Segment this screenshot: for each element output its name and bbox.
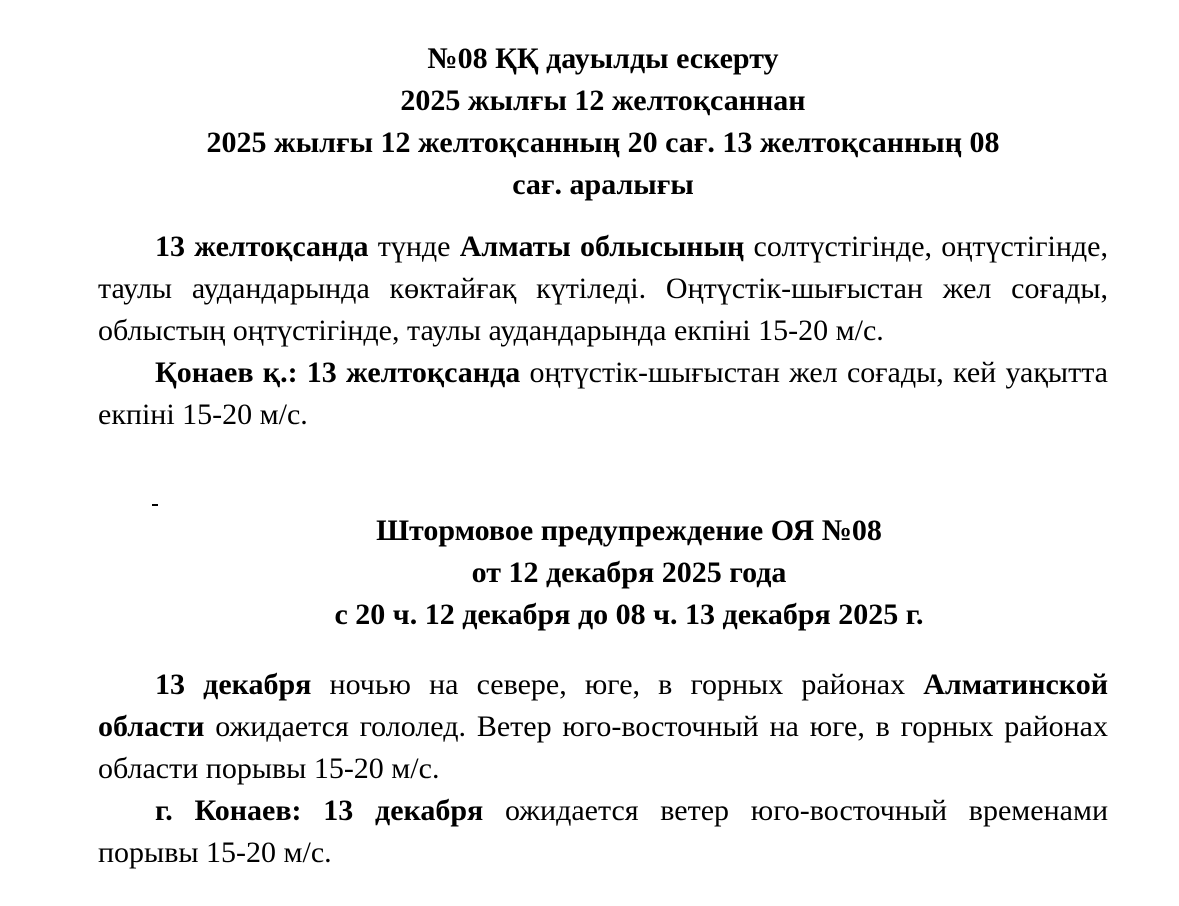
russian-date-bold: 13 декабря xyxy=(155,668,312,701)
kazakh-date-bold: 13 желтоқсанда xyxy=(155,230,369,263)
kazakh-region-bold: Алматы облысының xyxy=(459,230,745,263)
kazakh-region-forecast-paragraph xyxy=(98,226,1108,352)
russian-warning-heading xyxy=(98,510,1108,636)
russian-heading-date: от 12 декабря 2025 года xyxy=(471,556,787,589)
russian-body xyxy=(98,664,1108,874)
kazakh-heading-period-end: сағ. аралығы xyxy=(512,168,694,201)
russian-text: ожидается гололед. Ветер юго-восточный на юге, в горных районах области порывы 15-20 м/с. xyxy=(98,710,1108,785)
russian-heading-period: с 20 ч. 12 декабря до 08 ч. 13 декабря 2025 г. xyxy=(334,598,924,631)
kazakh-warning-heading xyxy=(98,38,1108,206)
russian-text: ожидается ветер юго-восточный временами порывы 15-20 м/с. xyxy=(98,794,1108,869)
separator-mark xyxy=(152,504,158,506)
russian-region-forecast-paragraph xyxy=(98,664,1108,790)
kazakh-heading-period: 2025 жылғы 12 желтоқсанның 20 сағ. 13 желтоқсанның 08 xyxy=(206,126,1000,159)
russian-city-date-bold: г. Конаев: 13 декабря xyxy=(155,794,484,827)
russian-city-forecast-paragraph xyxy=(98,790,1108,874)
russian-region-bold: Алматинской области xyxy=(98,668,1108,743)
document-page xyxy=(98,38,1108,436)
kazakh-text: солтүстігінде, оңтүстігінде, таулы аудандарында көктайғақ күтіледі. Оңтүстік-шығыстан жел соғады, облыстың оңтүстігінде, таулы аудандарында екпіні 15-20 м/с. xyxy=(98,230,1108,347)
kazakh-city-date-bold: Қонаев қ.: 13 желтоқсанда xyxy=(155,356,521,389)
kazakh-heading-title: №08 ҚҚ дауылды ескерту xyxy=(427,42,779,75)
kazakh-text: оңтүстік-шығыстан жел соғады, кей уақытта екпіні 15-20 м/с. xyxy=(98,356,1108,431)
russian-text: ночью на севере, юге, в горных районах xyxy=(311,668,924,701)
kazakh-text: түнде xyxy=(368,230,460,263)
russian-heading-title: Штормовое предупреждение ОЯ №08 xyxy=(376,514,882,547)
kazakh-city-forecast-paragraph xyxy=(98,352,1108,436)
kazakh-heading-date: 2025 жылғы 12 желтоқсаннан xyxy=(400,84,806,117)
